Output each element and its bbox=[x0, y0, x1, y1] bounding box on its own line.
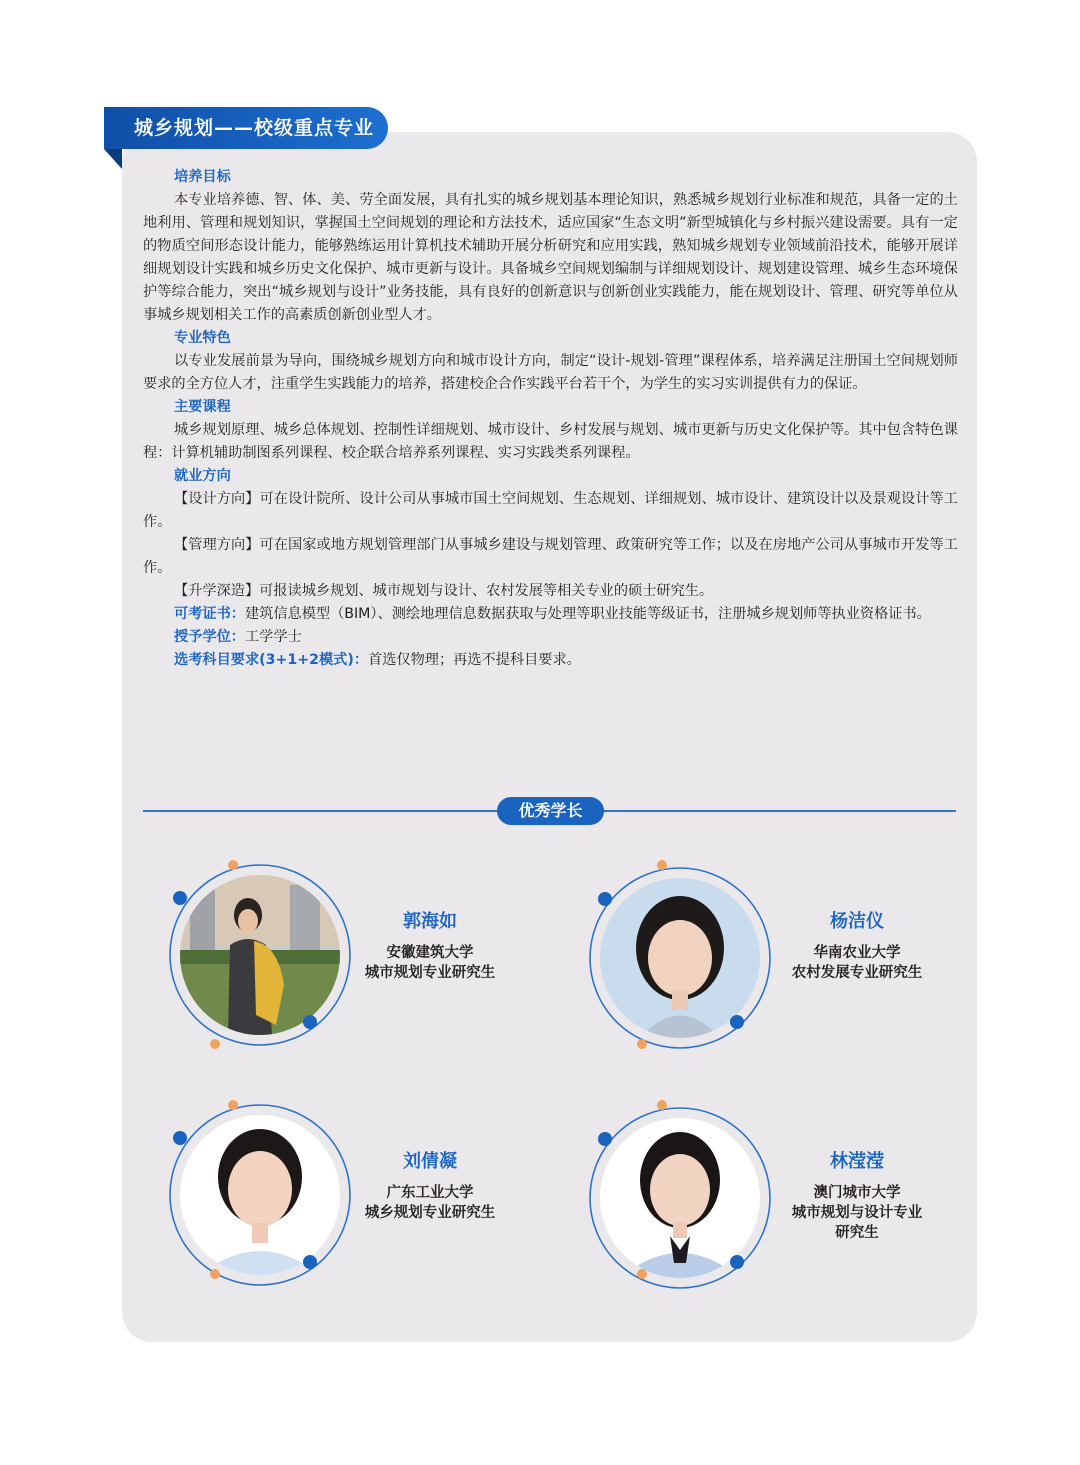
course-text: 城乡规划原理、城乡总体规划、控制性详细规划、城市设计、乡村发展与规划、城市更新与历史文化保护等。其中包含特色课程：计算机辅助制图系列课程、校企联合培养系列课程、实习实践类系列课程。 bbox=[143, 422, 958, 461]
decor-dot bbox=[173, 1131, 187, 1145]
decor-dot bbox=[228, 860, 238, 870]
career-design: 【设计方向】可在设计院所、设计公司从事城市国土空间规划、生态规划、详细规划、城市设计、建筑设计以及景观设计等工作。 bbox=[143, 491, 958, 530]
alumni-description bbox=[780, 943, 934, 983]
alumni-photo bbox=[600, 878, 760, 1038]
decor-dot bbox=[730, 1015, 744, 1029]
alumni-card bbox=[587, 1095, 987, 1295]
alumni-major: 城乡规划专业研究生 bbox=[364, 1205, 496, 1221]
certificate-label: 可考证书： bbox=[174, 606, 245, 622]
alumni-heading: 优秀学长 bbox=[497, 797, 604, 825]
title-tab-fold bbox=[104, 149, 122, 169]
course-heading: 主要课程 bbox=[174, 399, 231, 415]
alumni-photo bbox=[180, 1115, 340, 1275]
alumni-card bbox=[160, 1095, 560, 1295]
alumni-school: 澳门城市大学 bbox=[813, 1185, 901, 1201]
decor-dot bbox=[210, 1269, 220, 1279]
alumni-name: 刘倩凝 bbox=[403, 1151, 457, 1172]
career-manage: 【管理方向】可在国家或地方规划管理部门从事城乡建设与规划管理、政策研究等工作；以及在房地产公司从事城市开发等工作。 bbox=[143, 537, 958, 576]
major-description bbox=[143, 166, 958, 672]
degree-label: 授予学位： bbox=[174, 629, 245, 645]
alumni-photo bbox=[180, 875, 340, 1035]
decor-dot bbox=[228, 1100, 238, 1110]
decor-dot bbox=[598, 1132, 612, 1146]
alumni-school: 安徽建筑大学 bbox=[386, 945, 474, 961]
divider-right bbox=[603, 810, 956, 812]
alumni-name: 林滢滢 bbox=[830, 1151, 884, 1172]
alumni-major: 城市规划与设计专业 bbox=[791, 1205, 923, 1221]
subject-label: 选考科目要求(3+1+2模式)： bbox=[174, 652, 369, 668]
alumni-name: 杨洁仪 bbox=[830, 911, 884, 932]
decor-dot bbox=[637, 1039, 647, 1049]
alumni-description bbox=[353, 1183, 507, 1223]
decor-dot bbox=[303, 1015, 317, 1029]
decor-dot bbox=[730, 1255, 744, 1269]
decor-dot bbox=[173, 891, 187, 905]
alumni-card bbox=[160, 855, 560, 1055]
subject-text: 首选仅物理；再选不提科目要求。 bbox=[368, 652, 581, 668]
section-title-tab: 城乡规划——校级重点专业 bbox=[104, 107, 388, 149]
alumni-major: 农村发展专业研究生 bbox=[791, 965, 923, 981]
goal-text: 本专业培养德、智、体、美、劳全面发展，具有扎实的城乡规划基本理论知识，熟悉城乡规划行业标准和规范，具备一定的土地利用、管理和规划知识，掌握国土空间规划的理论和方法技术，适应国家“生态文明”新型城镇化与乡村振兴建设需要。具有一定的物质空间形态设计能力，能够熟练运用计算机技术辅助开展分析研究和应用实践，熟知城乡规划专业领域前沿技术，能够开展详细规划设计实践和城乡历史文化保护、城市更新与设计。具备城乡空间规划编制与详细规划设计、规划建设管理、城乡生态环境保护等综合能力，突出“城乡规划与设计”业务技能，具有良好的创新意识与创新创业实践能力，能在规划设计、管理、研究等单位从事城乡规划相关工作的高素质创新创业型人才。 bbox=[143, 192, 958, 323]
decor-dot bbox=[657, 1100, 667, 1110]
decor-dot bbox=[303, 1255, 317, 1269]
feature-text: 以专业发展前景为导向，围绕城乡规划方向和城市设计方向，制定“设计-规划-管理”课程体系，培养满足注册国土空间规划师要求的全方位人才，注重学生实践能力的培养，搭建校企合作实践平台若干个，为学生的实习实训提供有力的保证。 bbox=[143, 353, 958, 392]
alumni-major: 城市规划专业研究生 bbox=[364, 965, 496, 981]
goal-heading: 培养目标 bbox=[174, 169, 231, 185]
alumni-photo bbox=[600, 1118, 760, 1278]
feature-heading: 专业特色 bbox=[174, 330, 231, 346]
subject-row bbox=[143, 649, 958, 672]
alumni-major-cont: 研究生 bbox=[835, 1225, 879, 1241]
alumni-school: 广东工业大学 bbox=[386, 1185, 474, 1201]
certificate-row bbox=[143, 603, 958, 626]
career-study: 【升学深造】可报读城乡规划、城市规划与设计、农村发展等相关专业的硕士研究生。 bbox=[174, 583, 714, 599]
alumni-description bbox=[780, 1183, 934, 1243]
alumni-description bbox=[353, 943, 507, 983]
decor-dot bbox=[210, 1039, 220, 1049]
divider-left bbox=[143, 810, 498, 812]
degree-row bbox=[143, 626, 958, 649]
career-heading: 就业方向 bbox=[174, 468, 231, 484]
alumni-name: 郭海如 bbox=[403, 911, 457, 932]
degree-text: 工学学士 bbox=[244, 629, 302, 645]
alumni-card bbox=[587, 855, 987, 1055]
decor-dot bbox=[637, 1269, 647, 1279]
decor-dot bbox=[657, 860, 667, 870]
certificate-text: 建筑信息模型（BIM）、测绘地理信息数据获取与处理等职业技能等级证书，注册城乡规划师等执业资格证书。 bbox=[244, 606, 931, 622]
alumni-school: 华南农业大学 bbox=[813, 945, 901, 961]
decor-dot bbox=[598, 892, 612, 906]
